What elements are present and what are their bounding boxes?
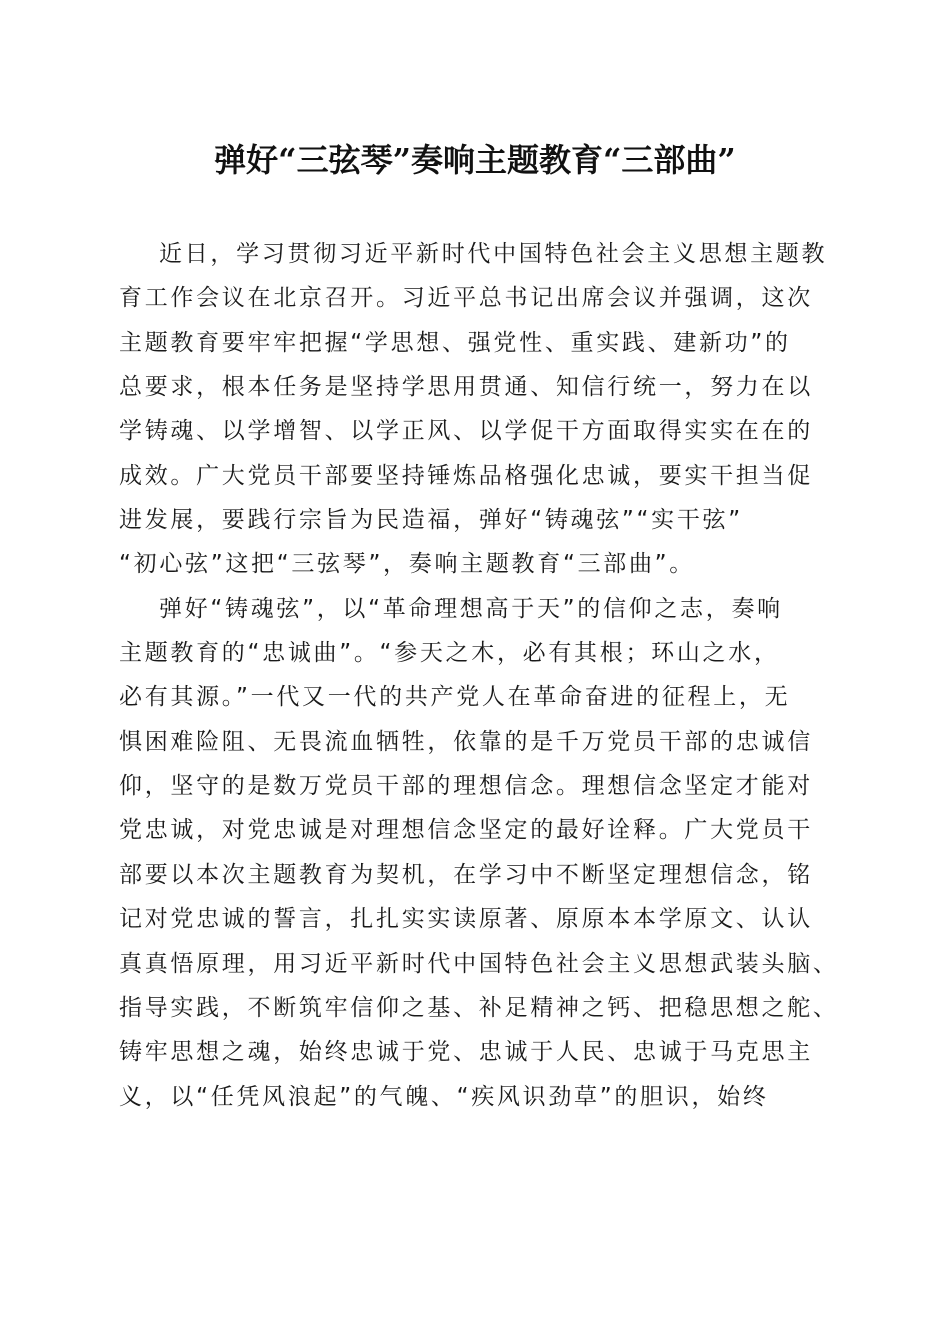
- paragraph-line: 主题教育的“忠诚曲”。“参天之木，必有其根；环山之水，: [119, 640, 780, 667]
- document-title: 弹好“三弦琴”奏响主题教育“三部曲”: [214, 141, 736, 179]
- paragraph-line: 进发展，要践行宗旨为民造福，弹好“铸魂弦”“实干弦”: [119, 507, 743, 534]
- paragraph-line: 党忠诚，对党忠诚是对理想信念坚定的最好诠释。广大党员干: [119, 817, 813, 844]
- paragraph-line: 育工作会议在北京召开。习近平总书记出席会议并强调，这次: [119, 285, 813, 312]
- paragraph-line: 学铸魂、以学增智、以学正风、以学促干方面取得实实在在的: [119, 418, 813, 445]
- paragraph-line: 主题教育要牢牢把握“学思想、强党性、重实践、建新功”的: [119, 329, 791, 356]
- paragraph-line: 弹好“铸魂弦”，以“革命理想高于天”的信仰之志，奏响: [159, 595, 783, 622]
- paragraph-line: 成效。广大党员干部要坚持锤炼品格强化忠诚，要实干担当促: [119, 462, 813, 489]
- paragraph-line: 惧困难险阻、无畏流血牺牲，依靠的是千万党员干部的忠诚信: [119, 728, 813, 755]
- paragraph-line: “初心弦”这把“三弦琴”，奏响主题教育“三部曲”。: [119, 551, 695, 578]
- paragraph-line: 记对党忠诚的誓言，扎扎实实读原著、原原本本学原文、认认: [119, 906, 813, 933]
- document-body: [119, 232, 839, 1119]
- paragraph-line: 真真悟原理，用习近平新时代中国特色社会主义思想武装头脑、: [119, 950, 839, 977]
- paragraph-line: 部要以本次主题教育为契机，在学习中不断坚定理想信念，铭: [119, 861, 813, 888]
- paragraph-line: 指导实践，不断筑牢信仰之基、补足精神之钙、把稳思想之舵、: [119, 994, 839, 1021]
- paragraph-line: 义，以“任凭风浪起”的气魄、“疾风识劲草”的胆识，始终: [119, 1083, 769, 1110]
- paragraph-line: 近日，学习贯彻习近平新时代中国特色社会主义思想主题教: [159, 241, 828, 267]
- paragraph-line: 铸牢思想之魂，始终忠诚于党、忠诚于人民、忠诚于马克思主: [119, 1039, 813, 1066]
- paragraph-line: 仰，坚守的是数万党员干部的理想信念。理想信念坚定才能对: [119, 773, 813, 800]
- paragraph-line: 必有其源。”一代又一代的共产党人在革命奋进的征程上，无: [119, 684, 791, 711]
- paragraph-line: 总要求，根本任务是坚持学思用贯通、知信行统一，努力在以: [119, 374, 813, 401]
